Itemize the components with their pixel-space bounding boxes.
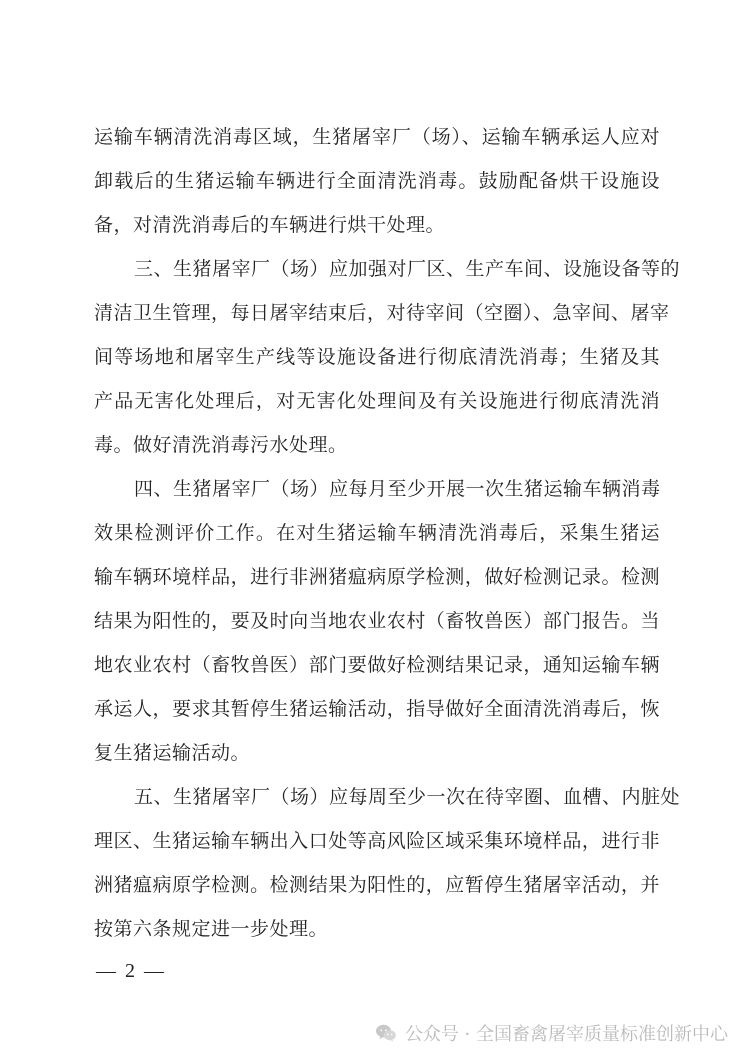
section-four-first-line: 四、生猪屠宰厂（场）应每月至少开展一次生猪运输车辆消毒: [134, 478, 661, 500]
body-text-line: 清洁卫生管理，每日屠宰结束后，对待宰间（空圈）、急宰间、屠宰: [94, 302, 670, 324]
wechat-icon: [375, 1023, 397, 1043]
body-text-line: 毒。做好清洗消毒污水处理。: [94, 434, 348, 456]
section-three-first-line: 三、生猪屠宰厂（场）应加强对厂区、生产车间、设施设备等的: [134, 258, 681, 280]
body-text-line: 输车辆环境样品，进行非洲猪瘟病原学检测，做好检测记录。检测: [94, 566, 660, 588]
body-text-line: 卸载后的生猪运输车辆进行全面清洗消毒。鼓励配备烘干设施设: [94, 170, 660, 192]
body-text-line: 理区、生猪运输车辆出入口处等高风险区域采集环境样品，进行非: [94, 830, 660, 852]
body-text-line: 备，对清洗消毒后的车辆进行烘干处理。: [94, 214, 446, 236]
wechat-watermark: [375, 1018, 728, 1048]
body-text-line: 承运人，要求其暂停生猪运输活动，指导做好全面清洗消毒后，恢: [94, 698, 660, 720]
watermark-text: 公众号 · 全国畜禽屠宰质量标准创新中心: [404, 1024, 728, 1045]
body-text-line: 产品无害化处理后，对无害化处理间及有关设施进行彻底清洗消: [94, 390, 660, 412]
section-five-first-line: 五、生猪屠宰厂（场）应每周至少一次在待宰圈、血槽、内脏处: [134, 786, 681, 808]
body-text-line: 间等场地和屠宰生产线等设施设备进行彻底清洗消毒；生猪及其: [94, 346, 660, 368]
body-text-line: 洲猪瘟病原学检测。检测结果为阳性的，应暂停生猪屠宰活动，并: [94, 874, 660, 896]
body-text-line: 效果检测评价工作。在对生猪运输车辆清洗消毒后，采集生猪运: [94, 522, 660, 544]
body-text-line: 复生猪运输活动。: [94, 742, 251, 764]
body-text-line: 结果为阳性的，要及时向当地农业农村（畜牧兽医）部门报告。当: [94, 610, 660, 632]
body-text-line: 地农业农村（畜牧兽医）部门要做好检测结果记录，通知运输车辆: [94, 654, 660, 676]
body-text-line: 按第六条规定进一步处理。: [94, 918, 329, 940]
body-text-line: 运输车辆清洗消毒区域，生猪屠宰厂（场）、运输车辆承运人应对: [94, 126, 660, 148]
page-number: — 2 —: [96, 960, 166, 982]
